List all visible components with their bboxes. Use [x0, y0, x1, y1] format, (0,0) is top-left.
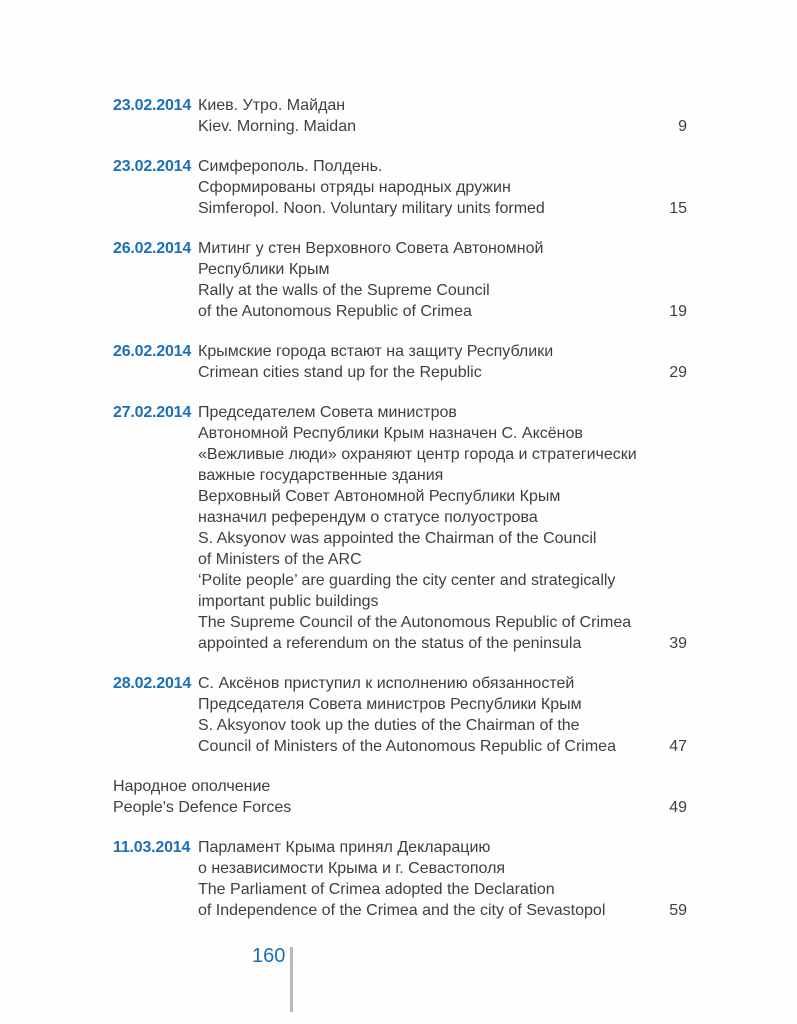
entry-page-number: 29 [669, 364, 687, 381]
toc-line: S. Aksyonov was appointed the Chairman of the Council [198, 530, 597, 547]
toc-line: The Supreme Council of the Autonomous Republic of Crimea [198, 614, 632, 631]
toc-line: ‘Polite people’ are guarding the city center and strategically [198, 572, 616, 589]
toc-line: The Parliament of Crimea adopted the Declaration [198, 881, 555, 898]
entry-date: 26.02.2014 [113, 240, 192, 257]
toc-entry [113, 673, 687, 757]
toc-entry [113, 238, 687, 322]
entry-page-number: 39 [669, 635, 687, 652]
toc-line: Крымские города встают на защиту Республики [198, 343, 554, 360]
toc-line: Председателем Совета министров [198, 404, 457, 421]
toc-line: Симферополь. Полдень. [198, 158, 383, 175]
entry-date: 11.03.2014 [113, 839, 191, 856]
entry-text [113, 776, 655, 818]
toc-line: of Independence of the Crimea and the city of Sevastopol [198, 902, 606, 919]
toc-line: of Ministers of the ARC [198, 551, 362, 568]
toc-entry [113, 341, 687, 383]
toc-line: Crimean cities stand up for the Republic [198, 364, 482, 381]
toc-line: Парламент Крыма принял Декларацию [198, 839, 491, 856]
toc-line: о независимости Крыма и г. Севастополя [198, 860, 506, 877]
toc-line: Митинг у стен Верховного Совета Автономной [198, 240, 544, 257]
toc-line: Simferopol. Noon. Voluntary military units formed [198, 200, 545, 217]
toc-line: назначил референдум о статусе полуострова [198, 509, 538, 526]
entry-page-number: 9 [678, 118, 687, 135]
entry-date: 28.02.2014 [113, 675, 192, 692]
toc-entry [113, 156, 687, 219]
entry-text [198, 837, 655, 921]
toc-line: важные государственные здания [198, 467, 444, 484]
toc-line: Kiev. Morning. Maidan [198, 118, 356, 135]
toc-line: appointed a referendum on the status of the peninsula [198, 635, 582, 652]
entry-text [198, 238, 655, 322]
entry-page-number: 47 [669, 738, 687, 755]
toc-entry [113, 776, 687, 818]
entry-text [198, 673, 655, 757]
toc-line: important public buildings [198, 593, 379, 610]
toc-line: People's Defence Forces [113, 799, 292, 816]
toc-line: S. Aksyonov took up the duties of the Chairman of the [198, 717, 580, 734]
toc-line: Автономной Республики Крым назначен С. Аксёнов [198, 425, 583, 442]
toc-line: Council of Ministers of the Autonomous Republic of Crimea [198, 738, 616, 755]
entry-text [198, 341, 655, 383]
toc-line: С. Аксёнов приступил к исполнению обязанностей [198, 675, 575, 692]
toc-entry [113, 837, 687, 921]
footer-divider-rule [290, 947, 293, 1012]
entry-page-number: 59 [669, 902, 687, 919]
toc-list [113, 95, 687, 940]
toc-line: «Вежливые люди» охраняют центр города и стратегически [198, 446, 637, 463]
toc-line: Народное ополчение [113, 778, 271, 795]
entry-text [198, 402, 655, 654]
entry-text [198, 95, 655, 137]
toc-line: Верховный Совет Автономной Республики Крым [198, 488, 561, 505]
entry-page-number: 49 [669, 799, 687, 816]
toc-line: Республики Крым [198, 261, 330, 278]
toc-line: Киев. Утро. Майдан [198, 97, 346, 114]
entry-page-number: 15 [669, 200, 687, 217]
toc-line: Председателя Совета министров Республики Крым [198, 696, 582, 713]
entry-date: 26.02.2014 [113, 343, 192, 360]
toc-line: Сформированы отряды народных дружин [198, 179, 511, 196]
entry-text [198, 156, 655, 219]
toc-line: of the Autonomous Republic of Crimea [198, 303, 472, 320]
entry-date: 23.02.2014 [113, 97, 192, 114]
toc-entry [113, 95, 687, 137]
entry-date: 27.02.2014 [113, 404, 192, 421]
entry-date: 23.02.2014 [113, 158, 192, 175]
toc-line: Rally at the walls of the Supreme Council [198, 282, 490, 299]
entry-page-number: 19 [669, 303, 687, 320]
toc-entry [113, 402, 687, 654]
footer-page-number: 160 [252, 945, 286, 967]
